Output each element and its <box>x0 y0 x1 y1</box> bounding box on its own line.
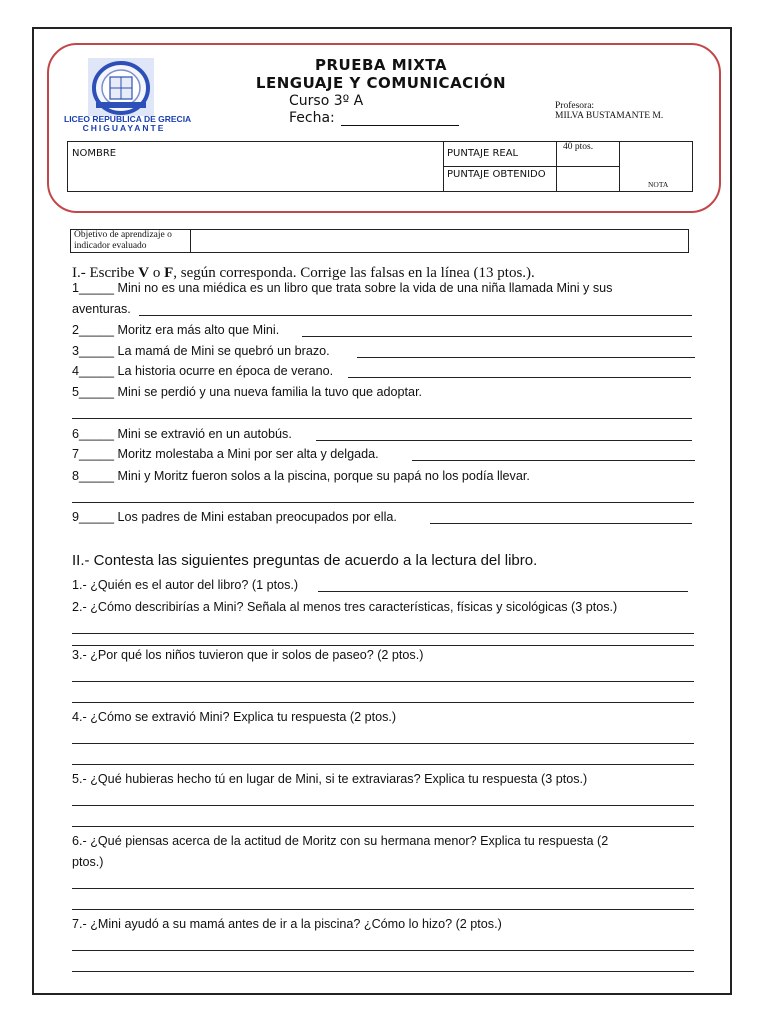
section1-title <box>72 265 535 282</box>
school-name: LICEO REPUBLICA DE GRECIA <box>64 114 192 124</box>
answer-line[interactable] <box>348 377 691 378</box>
question-2: 2.- ¿Cómo describirías a Mini? Señala al menos tres características, físicas y sicológicas (3 ptos.) <box>72 600 618 614</box>
answer-line[interactable] <box>318 591 688 592</box>
tf-item-2: 2_____ Moritz era más alto que Mini. <box>72 323 280 337</box>
tf-item-1: 1_____ Mini no es una miédica es un libro que trata sobre la vida de una niña llamada Mini y sus <box>72 281 613 295</box>
fecha-blank[interactable] <box>341 112 459 126</box>
section1-title-suffix: , según corresponda. Corrige las falsas en la línea (13 ptos.). <box>173 265 535 281</box>
tf-item-5: 5_____ Mini se perdió y una nueva familia la tuvo que adoptar. <box>72 385 423 399</box>
section1-title-o: o <box>149 265 165 281</box>
school-city: CHIGUAYANTE <box>82 123 166 133</box>
answer-line[interactable] <box>72 826 694 827</box>
exam-subject: LENGUAJE Y COMUNICACIÓN <box>255 74 507 92</box>
answer-line[interactable] <box>72 681 694 682</box>
answer-line[interactable] <box>302 336 692 337</box>
nombre-cell[interactable] <box>68 142 444 192</box>
tf-item-7: 7_____ Moritz molestaba a Mini por ser alta y delgada. <box>72 447 379 461</box>
nota-label: NOTA <box>648 180 669 189</box>
nota-cell[interactable] <box>620 142 693 192</box>
question-7: 7.- ¿Mini ayudó a su mamá antes de ir a la piscina? ¿Cómo lo hizo? (2 ptos.) <box>72 917 502 931</box>
answer-line[interactable] <box>357 357 695 358</box>
answer-line[interactable] <box>72 971 694 972</box>
section1-title-v: V <box>138 265 150 281</box>
question-3: 3.- ¿Por qué los niños tuvieron que ir solos de paseo? (2 ptos.) <box>72 648 424 662</box>
answer-line[interactable] <box>316 440 692 441</box>
question-5: 5.- ¿Qué hubieras hecho tú en lugar de Mini, si te extraviaras? Explica tu respuesta (3 ptos.) <box>72 772 588 786</box>
tf-item-3: 3_____ La mamá de Mini se quebró un brazo. <box>72 344 330 358</box>
puntaje-obtenido-value[interactable] <box>557 167 620 192</box>
objective-label: Objetivo de aprendizaje o indicador evaluado <box>71 230 191 253</box>
curso-label: Curso 3º A <box>289 93 364 109</box>
tf-item-6: 6_____ Mini se extravió en un autobús. <box>72 427 292 441</box>
section1-title-prefix: I.- Escribe <box>72 265 139 281</box>
section1-title-f: F <box>164 265 174 281</box>
profesora-label: Profesora: <box>555 101 595 111</box>
tf-item-1-cont: aventuras. <box>72 302 131 316</box>
answer-line[interactable] <box>139 315 692 316</box>
fecha-label: Fecha: <box>289 110 335 126</box>
question-6: 6.- ¿Qué piensas acerca de la actitud de Moritz con su hermana menor? Explica tu respuesta (2 <box>72 834 609 848</box>
answer-line[interactable] <box>72 805 694 806</box>
answer-line[interactable] <box>72 888 694 889</box>
score-table <box>67 141 693 192</box>
puntaje-real-value: 40 ptos. <box>557 142 620 167</box>
answer-line[interactable] <box>72 502 694 503</box>
school-logo <box>88 58 154 116</box>
objective-value[interactable] <box>191 230 689 253</box>
answer-line[interactable] <box>430 523 692 524</box>
answer-line[interactable] <box>72 633 694 634</box>
answer-line[interactable] <box>72 743 694 744</box>
question-4: 4.- ¿Cómo se extravió Mini? Explica tu respuesta (2 ptos.) <box>72 710 397 724</box>
nombre-label: NOMBRE <box>72 148 117 159</box>
answer-line[interactable] <box>72 702 694 703</box>
answer-line[interactable] <box>72 764 694 765</box>
answer-line[interactable] <box>72 909 694 910</box>
exam-title: PRUEBA MIXTA <box>315 56 447 74</box>
profesora-name: MILVA BUSTAMANTE M. <box>555 111 664 121</box>
puntaje-obtenido-label: PUNTAJE OBTENIDO <box>444 167 557 192</box>
answer-line[interactable] <box>412 460 695 461</box>
objective-table <box>70 229 689 253</box>
tf-item-9: 9_____ Los padres de Mini estaban preocupados por ella. <box>72 510 397 524</box>
section2-title: II.- Contesta las siguientes preguntas de acuerdo a la lectura del libro. <box>72 552 538 569</box>
question-1: 1.- ¿Quién es el autor del libro? (1 ptos.) <box>72 578 299 592</box>
puntaje-real-label: PUNTAJE REAL <box>444 142 557 167</box>
answer-line[interactable] <box>72 645 694 646</box>
tf-item-8: 8_____ Mini y Moritz fueron solos a la piscina, porque su papá no los podía llevar. <box>72 469 530 483</box>
fecha-field <box>289 110 459 126</box>
question-6-cont: ptos.) <box>72 855 104 869</box>
tf-item-4: 4_____ La historia ocurre en época de verano. <box>72 364 334 378</box>
answer-line[interactable] <box>72 418 692 419</box>
answer-line[interactable] <box>72 950 694 951</box>
